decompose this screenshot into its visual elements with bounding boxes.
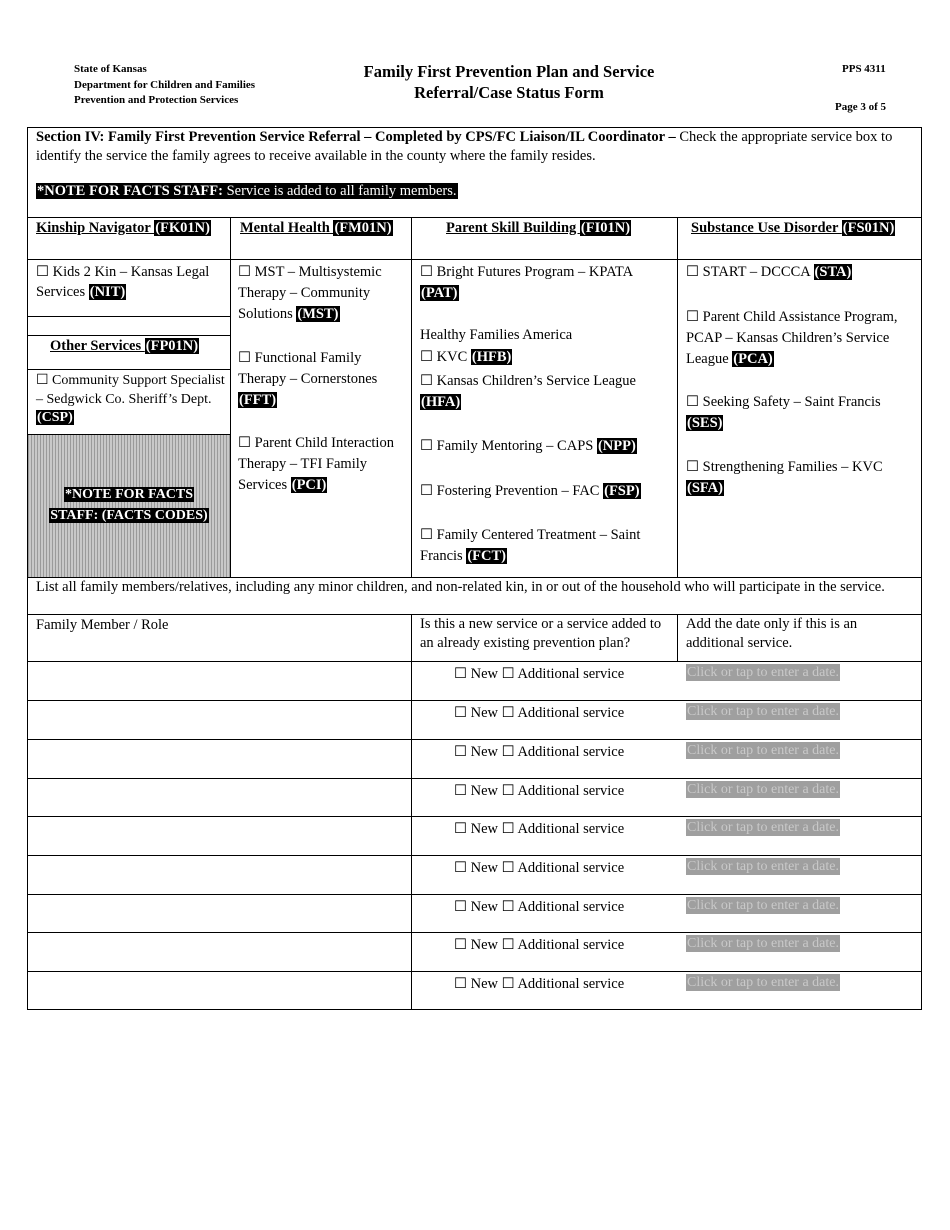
code-badge: (FFT)	[239, 392, 277, 408]
agency-block	[74, 62, 255, 108]
facts-codes-note: *NOTE FOR FACTS STAFF: (FACTS CODES)	[50, 487, 208, 523]
col-substance-use-disorder: Substance Use Disorder (FS01N)	[691, 220, 895, 236]
code-badge: (MST)	[297, 306, 339, 322]
date-picker-field[interactable]: Click or tap to enter a date.	[687, 975, 839, 990]
code-badge: (SFA)	[687, 480, 723, 496]
code-badge: (PCA)	[733, 351, 773, 367]
family-member-input[interactable]	[28, 933, 410, 970]
date-picker-field[interactable]: Click or tap to enter a date.	[687, 898, 839, 913]
service-kcsl-hfa[interactable]: ☐ Kansas Children’s Service League (HFA)	[420, 373, 636, 410]
section-title	[36, 128, 916, 165]
service-fft[interactable]: ☐ Functional Family Therapy – Cornerstones (FFT)	[238, 350, 378, 408]
code-badge: (CSP)	[37, 410, 73, 425]
family-member-input[interactable]	[28, 701, 410, 738]
code-badge: (SES)	[687, 415, 723, 431]
form-title	[300, 61, 718, 103]
service-community-support[interactable]: ☐ Community Support Specialist – Sedgwick Co. Sheriff’s Dept. (CSP)	[36, 373, 225, 425]
facts-note-label: *NOTE FOR FACTS STAFF:	[37, 183, 223, 199]
family-member-input[interactable]	[28, 972, 410, 1009]
service-kvc-hfb[interactable]: ☐ KVC (HFB)	[420, 349, 512, 365]
service-kids-2-kin[interactable]: ☐ Kids 2 Kin – Kansas Legal Services (NIT)	[36, 264, 210, 300]
date-picker-field[interactable]: Click or tap to enter a date.	[687, 704, 839, 719]
facts-note-text: Service is added to all family members.	[222, 183, 457, 199]
code-badge: (FI01N)	[580, 220, 631, 236]
family-member-input[interactable]	[28, 895, 410, 932]
new-additional-checkboxes[interactable]: ☐ New ☐ Additional service	[454, 705, 625, 721]
family-member-input[interactable]	[28, 740, 410, 777]
col-kinship-navigator: Kinship Navigator (FK01N)	[36, 220, 210, 236]
code-badge: (PCI)	[291, 477, 327, 493]
code-badge: (FK01N)	[155, 220, 210, 236]
col-new-or-additional: Is this a new service or a service added to an already existing prevention plan?	[420, 616, 662, 651]
col-date: Add the date only if this is an additional service.	[686, 616, 858, 651]
service-pcap[interactable]: ☐ Parent Child Assistance Program, PCAP – Kansas Children’s Service League (PCA)	[686, 309, 898, 367]
members-instruction: List all family members/relatives, including any minor children, and non-related kin, in or out of the household who will participate in the service.	[36, 579, 885, 595]
service-strengthening-families[interactable]: ☐ Strengthening Families – KVC (SFA)	[686, 459, 883, 496]
code-badge: (FCT)	[467, 548, 506, 564]
date-picker-field[interactable]: Click or tap to enter a date.	[687, 820, 839, 835]
service-fostering-prevention[interactable]: ☐ Fostering Prevention – FAC (FSP)	[420, 483, 640, 499]
col-mental-health: Mental Health (FM01N)	[240, 220, 392, 236]
code-badge: (HFB)	[471, 349, 512, 365]
division-name: Prevention and Protection Services	[74, 94, 239, 106]
form-code: PPS 4311	[842, 63, 886, 75]
family-member-input[interactable]	[28, 856, 410, 893]
dept-name: Department for Children and Families	[74, 79, 256, 91]
code-badge: (FM01N)	[334, 220, 392, 236]
date-picker-field[interactable]: Click or tap to enter a date.	[687, 665, 839, 680]
date-picker-field[interactable]: Click or tap to enter a date.	[687, 859, 839, 874]
new-additional-checkboxes[interactable]: ☐ New ☐ Additional service	[454, 937, 625, 953]
code-badge: (FS01N)	[842, 220, 895, 236]
date-picker-field[interactable]: Click or tap to enter a date.	[687, 743, 839, 758]
code-badge: (FSP)	[604, 483, 640, 499]
new-additional-checkboxes[interactable]: ☐ New ☐ Additional service	[454, 783, 625, 799]
family-member-input[interactable]	[28, 779, 410, 816]
code-badge: (HFA)	[421, 394, 461, 410]
service-mst[interactable]: ☐ MST – Multisystemic Therapy – Community Solutions (MST)	[238, 264, 382, 322]
page-number: Page 3 of 5	[835, 101, 887, 113]
service-pci[interactable]: ☐ Parent Child Interaction Therapy – TFI Family Services (PCI)	[238, 435, 394, 493]
form-title-line2: Referral/Case Status Form	[414, 83, 604, 102]
service-start[interactable]: ☐ START – DCCCA (STA)	[686, 264, 852, 280]
family-member-input[interactable]	[28, 817, 410, 854]
new-additional-checkboxes[interactable]: ☐ New ☐ Additional service	[454, 976, 625, 992]
col-parent-skill-building: Parent Skill Building (FI01N)	[446, 220, 631, 236]
hfa-label: Healthy Families America	[420, 327, 573, 343]
section-title-bold: Section IV: Family First Prevention Service Referral – Completed by CPS/FC Liaison/IL Coordinator –	[36, 129, 676, 145]
new-additional-checkboxes[interactable]: ☐ New ☐ Additional service	[454, 860, 625, 876]
service-seeking-safety[interactable]: ☐ Seeking Safety – Saint Francis (SES)	[686, 394, 881, 431]
new-additional-checkboxes[interactable]: ☐ New ☐ Additional service	[454, 821, 625, 837]
new-additional-checkboxes[interactable]: ☐ New ☐ Additional service	[454, 666, 625, 682]
date-picker-field[interactable]: Click or tap to enter a date.	[687, 936, 839, 951]
family-member-input[interactable]	[28, 662, 410, 699]
new-additional-checkboxes[interactable]: ☐ New ☐ Additional service	[454, 899, 625, 915]
code-badge: (FP01N)	[145, 338, 199, 354]
service-fct[interactable]: ☐ Family Centered Treatment – Saint Francis (FCT)	[420, 527, 641, 564]
new-additional-checkboxes[interactable]: ☐ New ☐ Additional service	[454, 744, 625, 760]
col-family-member: Family Member / Role	[36, 617, 169, 633]
code-badge: (NIT)	[89, 284, 126, 300]
code-badge: (NPP)	[597, 438, 636, 454]
section-title-rest: Check the appropriate service box to identify the service the family agrees to receive available in the county where the family resides.	[36, 129, 893, 164]
other-services-header: Other Services (FP01N)	[50, 338, 199, 354]
code-badge: (STA)	[814, 264, 852, 280]
facts-note	[36, 181, 458, 201]
code-badge: (PAT)	[421, 285, 458, 301]
state-name: State of Kansas	[74, 63, 147, 75]
service-family-mentoring[interactable]: ☐ Family Mentoring – CAPS (NPP)	[420, 438, 636, 454]
service-bright-futures[interactable]: ☐ Bright Futures Program – KPATA (PAT)	[420, 264, 633, 301]
form-title-line1: Family First Prevention Plan and Service	[363, 62, 655, 81]
date-picker-field[interactable]: Click or tap to enter a date.	[687, 782, 839, 797]
